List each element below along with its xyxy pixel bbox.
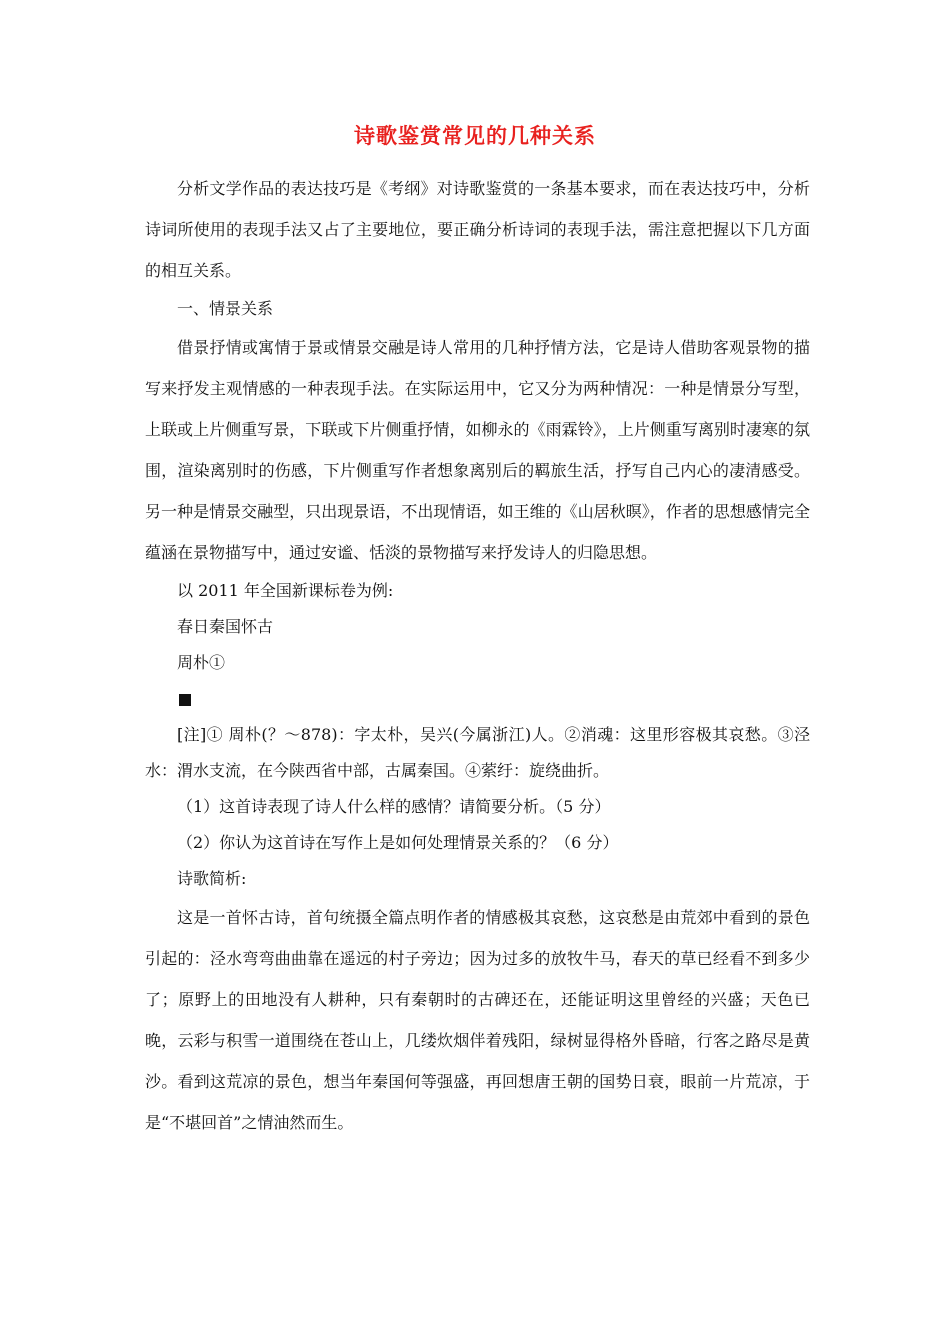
intro-paragraph: 分析文学作品的表达技巧是《考纲》对诗歌鉴赏的一条基本要求，而在表达技巧中，分析诗词所使用的表现手法又占了主要地位，要正确分析诗词的表现手法，需注意把握以下几方面的相互关系。	[145, 179, 810, 280]
poem-author: 周朴①	[177, 653, 226, 672]
section-paragraph: 借景抒情或寓情于景或情景交融是诗人常用的几种抒情方法，它是诗人借助客观景物的描写来抒发主观情感的一种表现手法。在实际运用中，它又分为两种情况：一种是情景分写型，上联或上片侧重写景，下联或下片侧重抒情，如柳永的《雨霖铃》，上片侧重写离别时凄寒的氛围，渲染离别时的伤感，下片侧重写作者想象离别后的羁旅生活，抒写自己内心的凄清感受。另一种是情景交融型，只出现景语，不出现情语，如王维的《山居秋暝》，作者的思想感情完全蕴涵在景物描写中，通过安谧、恬淡的景物描写来抒发诗人的归隐思想。	[145, 338, 810, 562]
question-2: （2）你认为这首诗在写作上是如何处理情景关系的？（6 分）	[177, 833, 619, 852]
missing-image-placeholder	[145, 681, 810, 717]
poem-title: 春日秦国怀古	[177, 617, 274, 636]
section-heading: 一、情景关系	[177, 299, 274, 318]
example-intro: 以 2011 年全国新课标卷为例:	[177, 581, 394, 600]
analysis-paragraph: 这是一首怀古诗，首句统摄全篇点明作者的情感极其哀愁，这哀愁是由荒郊中看到的景色引起的：泾水弯弯曲曲靠在遥远的村子旁边；因为过多的放牧牛马，春天的草已经看不到多少了；原野上的田地没有人耕种，只有秦朝时的古碑还在，还能证明这里曾经的兴盛；天色已晚，云彩与积雪一道围绕在苍山上，几缕炊烟伴着残阳，绿树显得格外昏暗，行客之路尽是黄沙。看到这荒凉的景色，想当年秦国何等强盛，再回想唐王朝的国势日衰，眼前一片荒凉，于是“不堪回首”之情油然而生。	[145, 908, 810, 1132]
question-1: （1）这首诗表现了诗人什么样的感情？请简要分析。（5 分）	[177, 797, 611, 816]
analysis-heading: 诗歌简析:	[177, 869, 247, 888]
notes-paragraph: [注]① 周朴(？～878)：字太朴，吴兴(今属浙江)人。②消魂：这里形容极其哀愁。③泾水：渭水支流，在今陕西省中部，古属秦国。④萦纡：旋绕曲折。	[145, 725, 810, 780]
image-placeholder-icon	[179, 694, 191, 706]
document-body	[145, 168, 810, 1143]
document-title: 诗歌鉴赏常见的几种关系	[354, 123, 596, 148]
